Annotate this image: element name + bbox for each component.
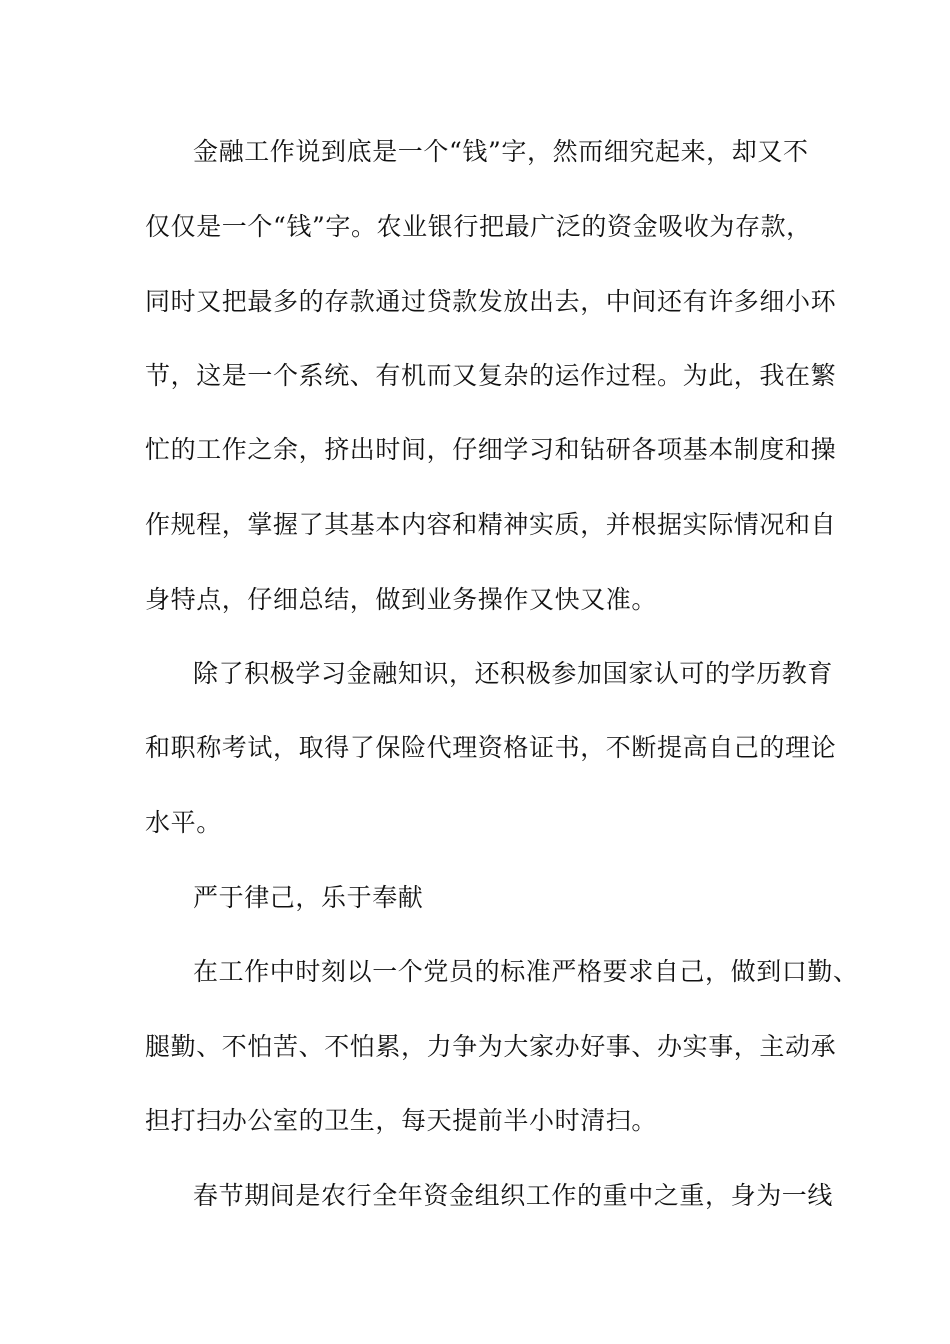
text-line: 作规程，掌握了其基本内容和精神实质，并根据实际情况和自 <box>145 510 837 539</box>
section-heading: 严于律己，乐于奉献 <box>193 883 424 912</box>
text-line: 仅仅是一个“钱”字。农业银行把最广泛的资金吸收为存款， <box>145 212 812 241</box>
text-line: 同时又把最多的存款通过贷款发放出去，中间还有许多细小环 <box>145 287 837 316</box>
text-line: 水平。 <box>145 808 222 837</box>
text-line: 金融工作说到底是一个“钱”字，然而细究起来，却又不 <box>193 137 809 166</box>
text-line: 腿勤、不怕苦、不怕累，力争为大家办好事、办实事，主动承 <box>145 1032 837 1061</box>
text-line: 身特点，仔细总结，做到业务操作又快又准。 <box>145 585 658 614</box>
text-line: 节，这是一个系统、有机而又复杂的运作过程。为此，我在繁 <box>145 361 837 390</box>
text-line: 忙的工作之余，挤出时间，仔细学习和钻研各项基本制度和操 <box>145 435 837 464</box>
text-line: 在工作中时刻以一个党员的标准严格要求自己，做到口勤、 <box>193 957 859 986</box>
text-line: 除了积极学习金融知识，还积极参加国家认可的学历教育 <box>193 659 834 688</box>
text-line: 春节期间是农行全年资金组织工作的重中之重，身为一线 <box>193 1181 834 1210</box>
text-line: 和职称考试，取得了保险代理资格证书，不断提高自己的理论 <box>145 733 837 762</box>
text-line: 担打扫办公室的卫生，每天提前半小时清扫。 <box>145 1106 658 1135</box>
